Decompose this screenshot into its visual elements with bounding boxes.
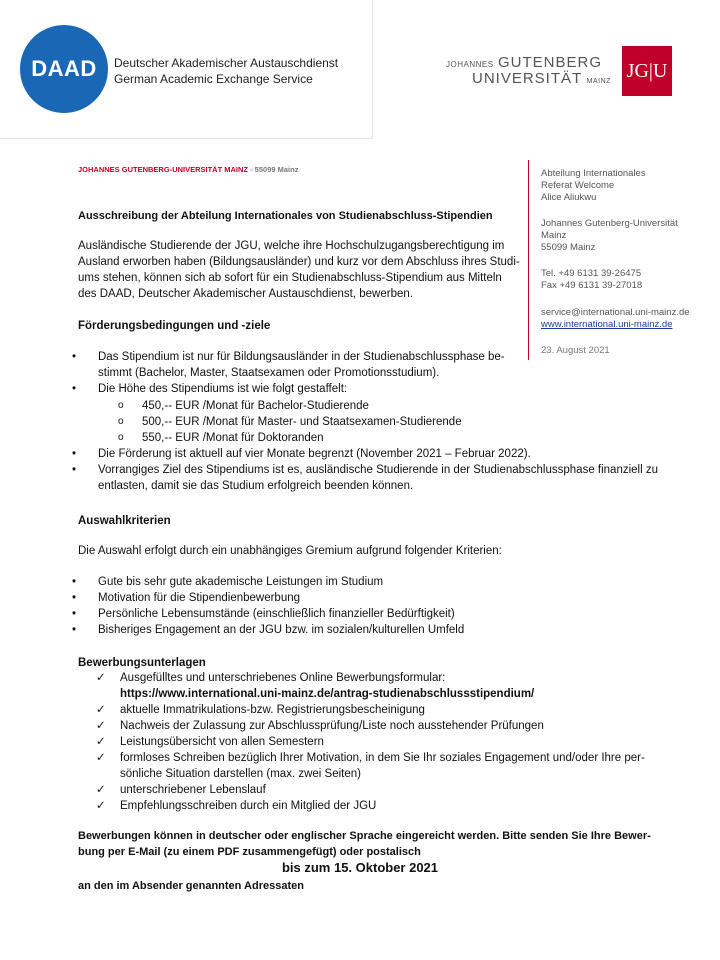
- auswahl-intro: Die Auswahl erfolgt durch ein unabhängiges Gremium aufgrund folgender Kriterien:: [78, 545, 502, 557]
- contact-referat: Referat Welcome: [541, 180, 615, 191]
- bullet-item: • Das Stipendium ist nur für Bildungsausländer in der Studienabschlussphase be-: [98, 349, 505, 365]
- contact-rule: [528, 160, 529, 360]
- contact-city1: Mainz: [541, 230, 567, 241]
- bullet-item: • Die Förderung ist aktuell auf vier Monate begrenzt (November 2021 – Februar 2022).: [98, 446, 531, 462]
- contact-fax: Fax +49 6131 39-27018: [541, 280, 643, 291]
- bullet-item: • Gute bis sehr gute akademische Leistungen im Studium: [98, 574, 383, 590]
- sub-item: o 500,-- EUR /Monat für Master- und Staatsexamen-Studierende: [142, 414, 462, 430]
- contact-person: Alice Aliukwu: [541, 192, 597, 203]
- section-heading-foerderung: Förderungsbedingungen und -ziele: [78, 320, 271, 332]
- check-item: ✓ Leistungsübersicht von allen Semestern: [120, 734, 324, 750]
- daad-name-de: Deutscher Akademischer Austauschdienst: [114, 56, 339, 70]
- bullet-item-cont: entlasten, damit sie das Studium erfolgreich beenden können.: [98, 480, 414, 492]
- check-item: ✓ formloses Schreiben bezüglich Ihrer Motivation, in dem Sie Ihr soziales Engagement und/oder Ihre per-: [120, 750, 645, 766]
- intro-line: Ausländische Studierende der JGU, welche ihre Hochschulzugangsberechtigung im: [78, 240, 505, 252]
- sender-address: - 55099 Mainz: [248, 165, 299, 174]
- jgu-mainz: MAINZ: [586, 78, 611, 85]
- intro-line: des DAAD, Deutscher Akademischer Austauschdienst, bewerben.: [78, 288, 413, 300]
- sender-line: [78, 165, 298, 174]
- section-heading-bewerbung: Bewerbungsunterlagen: [78, 657, 206, 669]
- check-item: ✓ Empfehlungsschreiben durch ein Mitglied der JGU: [120, 798, 376, 814]
- check-item: ✓ Nachweis der Zulassung zur Abschlussprüfung/Liste noch ausstehender Prüfungen: [120, 718, 544, 734]
- contact-tel: Tel. +49 6131 39-26475: [541, 268, 642, 279]
- daad-logo-text: DAAD: [31, 56, 97, 81]
- closing-line: an den im Absender genannten Adressaten: [78, 880, 304, 892]
- daad-name-en: German Academic Exchange Service: [114, 72, 313, 86]
- bullet-item: • Motivation für die Stipendienbewerbung: [98, 590, 300, 606]
- sub-item: o 450,-- EUR /Monat für Bachelor-Studierende: [142, 398, 369, 414]
- check-item: ✓ aktuelle Immatrikulations-bzw. Registrierungsbescheinigung: [120, 702, 425, 718]
- deadline: bis zum 15. Oktober 2021: [281, 860, 439, 875]
- sub-item: o 550,-- EUR /Monat für Doktoranden: [142, 430, 324, 446]
- bullet-item: • Vorrangiges Ziel des Stipendiums ist es, ausländische Studierende in der Studienabschlussphase finanziell zu: [98, 462, 658, 478]
- jgu-universitaet: UNIVERSITÄT: [472, 70, 583, 87]
- bullet-item: • Bisheriges Engagement an der JGU bzw. im sozialen/kulturellen Umfeld: [98, 622, 464, 638]
- application-form-url[interactable]: https://www.international.uni-mainz.de/antrag-studienabschlussstipendium/: [120, 688, 535, 700]
- contact-web-link[interactable]: www.international.uni-mainz.de: [541, 319, 673, 330]
- letter-date: 23. August 2021: [541, 345, 610, 356]
- doc-title: Ausschreibung der Abteilung Internationales von Studienabschluss-Stipendien: [78, 210, 493, 222]
- jgu-prefix: JOHANNES: [446, 60, 494, 69]
- jgu-logo-text: JG|U: [626, 59, 668, 82]
- jgu-logo: [622, 46, 672, 96]
- check-item: ✓ Ausgefülltes und unterschriebenes Online Bewerbungsformular:: [120, 670, 445, 686]
- closing-line: bung per E-Mail (zu einem PDF zusammengefügt) oder postalisch: [78, 846, 421, 858]
- bullet-item: • Persönliche Lebensumstände (einschließlich finanzieller Bedürftigkeit): [98, 606, 455, 622]
- daad-logo: [20, 25, 108, 113]
- sender-name: JOHANNES GUTENBERG-UNIVERSITÄT MAINZ: [78, 165, 249, 174]
- contact-email[interactable]: service@international.uni-mainz.de: [541, 307, 690, 318]
- contact-dept: Abteilung Internationales: [541, 168, 646, 179]
- bullet-item: • Die Höhe des Stipendiums ist wie folgt gestaffelt:: [98, 381, 347, 397]
- contact-city2: 55099 Mainz: [541, 242, 596, 253]
- jgu-wordmark-line2: [472, 70, 611, 88]
- check-item-cont: sönliche Situation darstellen (max. zwei Seiten): [120, 768, 361, 780]
- intro-line: Ausland erworben haben (Bildungsausländer) und kurz vor dem Abschluss ihres Studi-: [78, 256, 520, 268]
- contact-uni: Johannes Gutenberg-Universität: [541, 218, 678, 229]
- closing-line: Bewerbungen können in deutscher oder englischer Sprache eingereicht werden. Bitte senden Sie Ihre Bewer-: [78, 830, 651, 842]
- section-heading-auswahl: Auswahlkriterien: [78, 515, 171, 527]
- bullet-item-cont: stimmt (Bachelor, Master, Staatsexamen oder Promotionsstudium).: [98, 367, 440, 379]
- intro-line: ums stehen, können sich ab sofort für ein Studienabschluss-Stipendium aus Mitteln: [78, 272, 502, 284]
- check-item: ✓ unterschriebener Lebenslauf: [120, 782, 266, 798]
- jgu-gutenberg: GUTENBERG: [498, 54, 603, 71]
